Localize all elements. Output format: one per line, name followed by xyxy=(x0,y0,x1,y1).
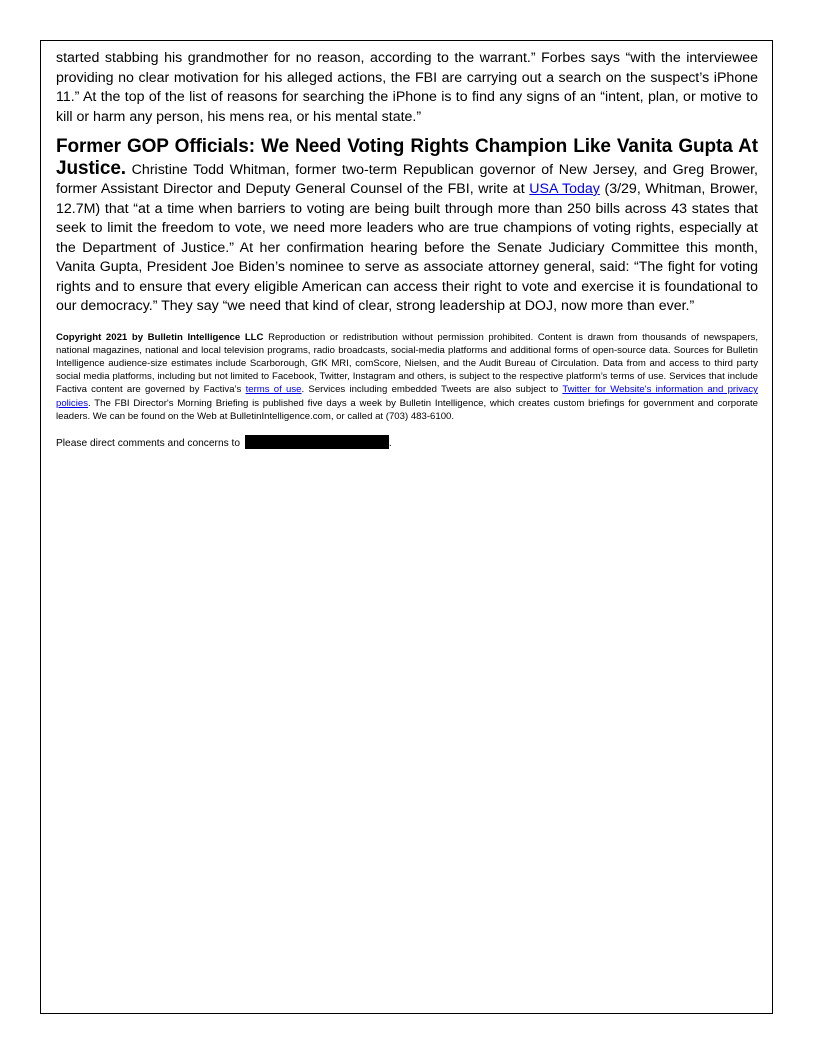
redacted-email-block xyxy=(245,435,389,449)
contact-text: Please direct comments and concerns to xyxy=(56,437,243,449)
continued-story-text: started stabbing his grandmother for no reason, according to the warrant.” Forbes says “with the interviewee providing no clear motivation for his alleged actions, the FBI are carrying out a search on the suspect’s iPhone 11.” At the top of the list of reasons for searching the iPhone is to find any signs of an “intent, plan, or motive to kill or harm any person, his mens rea, or his mental state.” xyxy=(56,50,758,125)
terms-of-use-link[interactable]: terms of use xyxy=(245,384,302,396)
story-body-end: (3/29, Whitman, Brower, 12.7M) that “at a time when barriers to voting are being built through more than 250 bills across 43 states that seek to limit the freedom to vote, we need more leaders who are true champions of voting rights, especially at the Department of Justice.” At her confirmation hearing before the Senate Judiciary Committee this month, Vanita Gupta, President Joe Biden’s nominee to serve as associate attorney general, said: “The fight for voting rights and to ensure that every eligible American can access their right to vote and exercise it is foundational to our democracy.” They say “we need that kind of clear, strong leadership at DOJ, now more than ever.” xyxy=(56,181,758,314)
copyright-notice xyxy=(56,331,758,423)
copyright-text-2: . Services including embedded Tweets are also subject to xyxy=(301,384,563,396)
document-content xyxy=(56,49,758,451)
contact-end: . xyxy=(388,437,392,449)
copyright-text-1: Reproduction or redistribution without permission prohibited. Content is drawn from thousands of newspapers, national magazines, national and local television programs, radio broadcasts, social-media platforms and additional forms of open-source data. Sources for Bulletin Intelligence audience-size estimates include Scarborough, GfK MRI, comScore, Nielsen, and the Audit Bureau of Circulation. Data from and access to third party social media platforms, including but not limited to Facebook, Twitter, Instagram and others, is subject to the respective platform’s terms of use. Services that include Factiva content are governed by Factiva’s xyxy=(56,331,758,396)
usa-today-link[interactable]: USA Today xyxy=(529,181,600,197)
continued-story-paragraph xyxy=(56,49,758,127)
copyright-text-3: . The FBI Director's Morning Briefing is published five days a week by Bulletin Intelligence, which creates custom briefings for government and corporate leaders. We can be found on the Web at BulletinIntelligence.com, or called at (703) 483-6100. xyxy=(56,397,758,422)
story-headline: Former GOP Officials: We Need Voting Rights Champion Like Vanita Gupta At Justice. xyxy=(56,136,758,179)
contact-line xyxy=(56,435,758,451)
story-paragraph xyxy=(56,137,758,317)
twitter-policies-link[interactable]: Twitter for Website's information and privacy policies xyxy=(56,384,758,409)
copyright-lead: Copyright 2021 by Bulletin Intelligence LLC xyxy=(56,331,264,343)
story-body-start: Christine Todd Whitman, former two-term Republican governor of New Jersey, and Greg Brower, former Assistant Director and Deputy General Counsel of the FBI, write at xyxy=(56,161,758,197)
